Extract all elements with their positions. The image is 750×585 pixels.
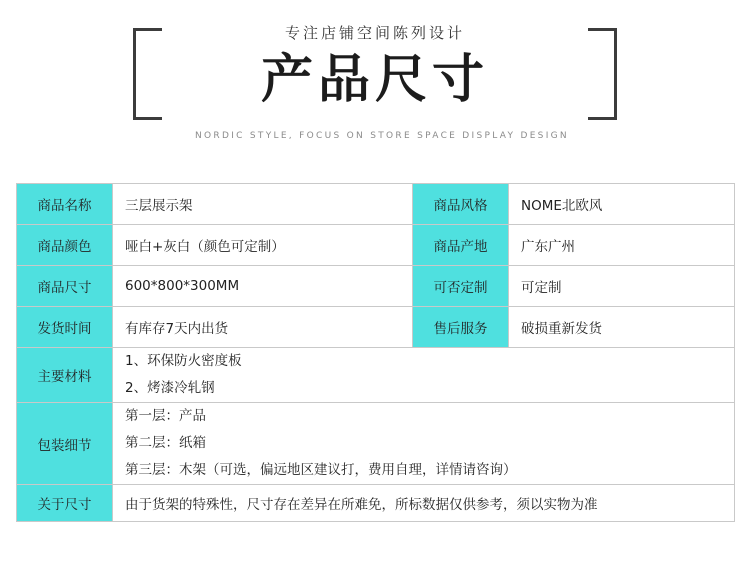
table-row-size-note: [17, 485, 735, 522]
spec-value: NOME北欧风: [509, 184, 735, 225]
spec-label: 包装细节: [17, 403, 113, 485]
spec-label: 商品名称: [17, 184, 113, 225]
spec-value: 可定制: [509, 266, 735, 307]
spec-label: 商品尺寸: [17, 266, 113, 307]
packaging-line: 第一层：产品: [125, 408, 206, 424]
spec-value-material: [113, 348, 735, 403]
page-header: [0, 0, 750, 170]
product-spec-table: [16, 183, 735, 522]
bracket-left-decoration: [133, 28, 162, 120]
spec-label: 关于尺寸: [17, 485, 113, 522]
spec-label: 商品颜色: [17, 225, 113, 266]
spec-label: 商品产地: [413, 225, 509, 266]
packaging-line: 第二层：纸箱: [125, 435, 206, 451]
spec-value-packaging: [113, 403, 735, 485]
bracket-right-decoration: [588, 28, 617, 120]
table-row: [17, 184, 735, 225]
spec-value: 有库存7天内出货: [113, 307, 413, 348]
spec-value: 广东广州: [509, 225, 735, 266]
spec-label: 主要材料: [17, 348, 113, 403]
table-row: [17, 225, 735, 266]
spec-value: 哑白+灰白（颜色可定制）: [113, 225, 413, 266]
table-row: [17, 307, 735, 348]
table-row: [17, 266, 735, 307]
header-subtitle-cn: 专注店铺空间陈列设计: [284, 24, 465, 42]
spec-value: 破损重新发货: [509, 307, 735, 348]
table-row-material: [17, 348, 735, 403]
spec-label: 发货时间: [17, 307, 113, 348]
header-subtitle-en: NORDIC STYLE, FOCUS ON STORE SPACE DISPLAY DESIGN: [195, 130, 569, 141]
spec-value: 三层展示架: [113, 184, 413, 225]
spec-label: 售后服务: [413, 307, 509, 348]
spec-label: 可否定制: [413, 266, 509, 307]
spec-value-size-note: 由于货架的特殊性，尺寸存在差异在所难免，所标数据仅供参考，须以实物为准: [113, 485, 735, 522]
material-line: 2、烤漆冷轧钢: [125, 380, 215, 396]
packaging-line: 第三层：木架（可选，偏远地区建议打，费用自理，详情请咨询）: [125, 462, 517, 478]
spec-label: 商品风格: [413, 184, 509, 225]
table-row-packaging: [17, 403, 735, 485]
header-content: [195, 18, 569, 141]
material-line: 1、环保防火密度板: [125, 353, 242, 369]
spec-value: 600*800*300MM: [113, 266, 413, 307]
page-title: 产品尺寸: [260, 50, 489, 110]
